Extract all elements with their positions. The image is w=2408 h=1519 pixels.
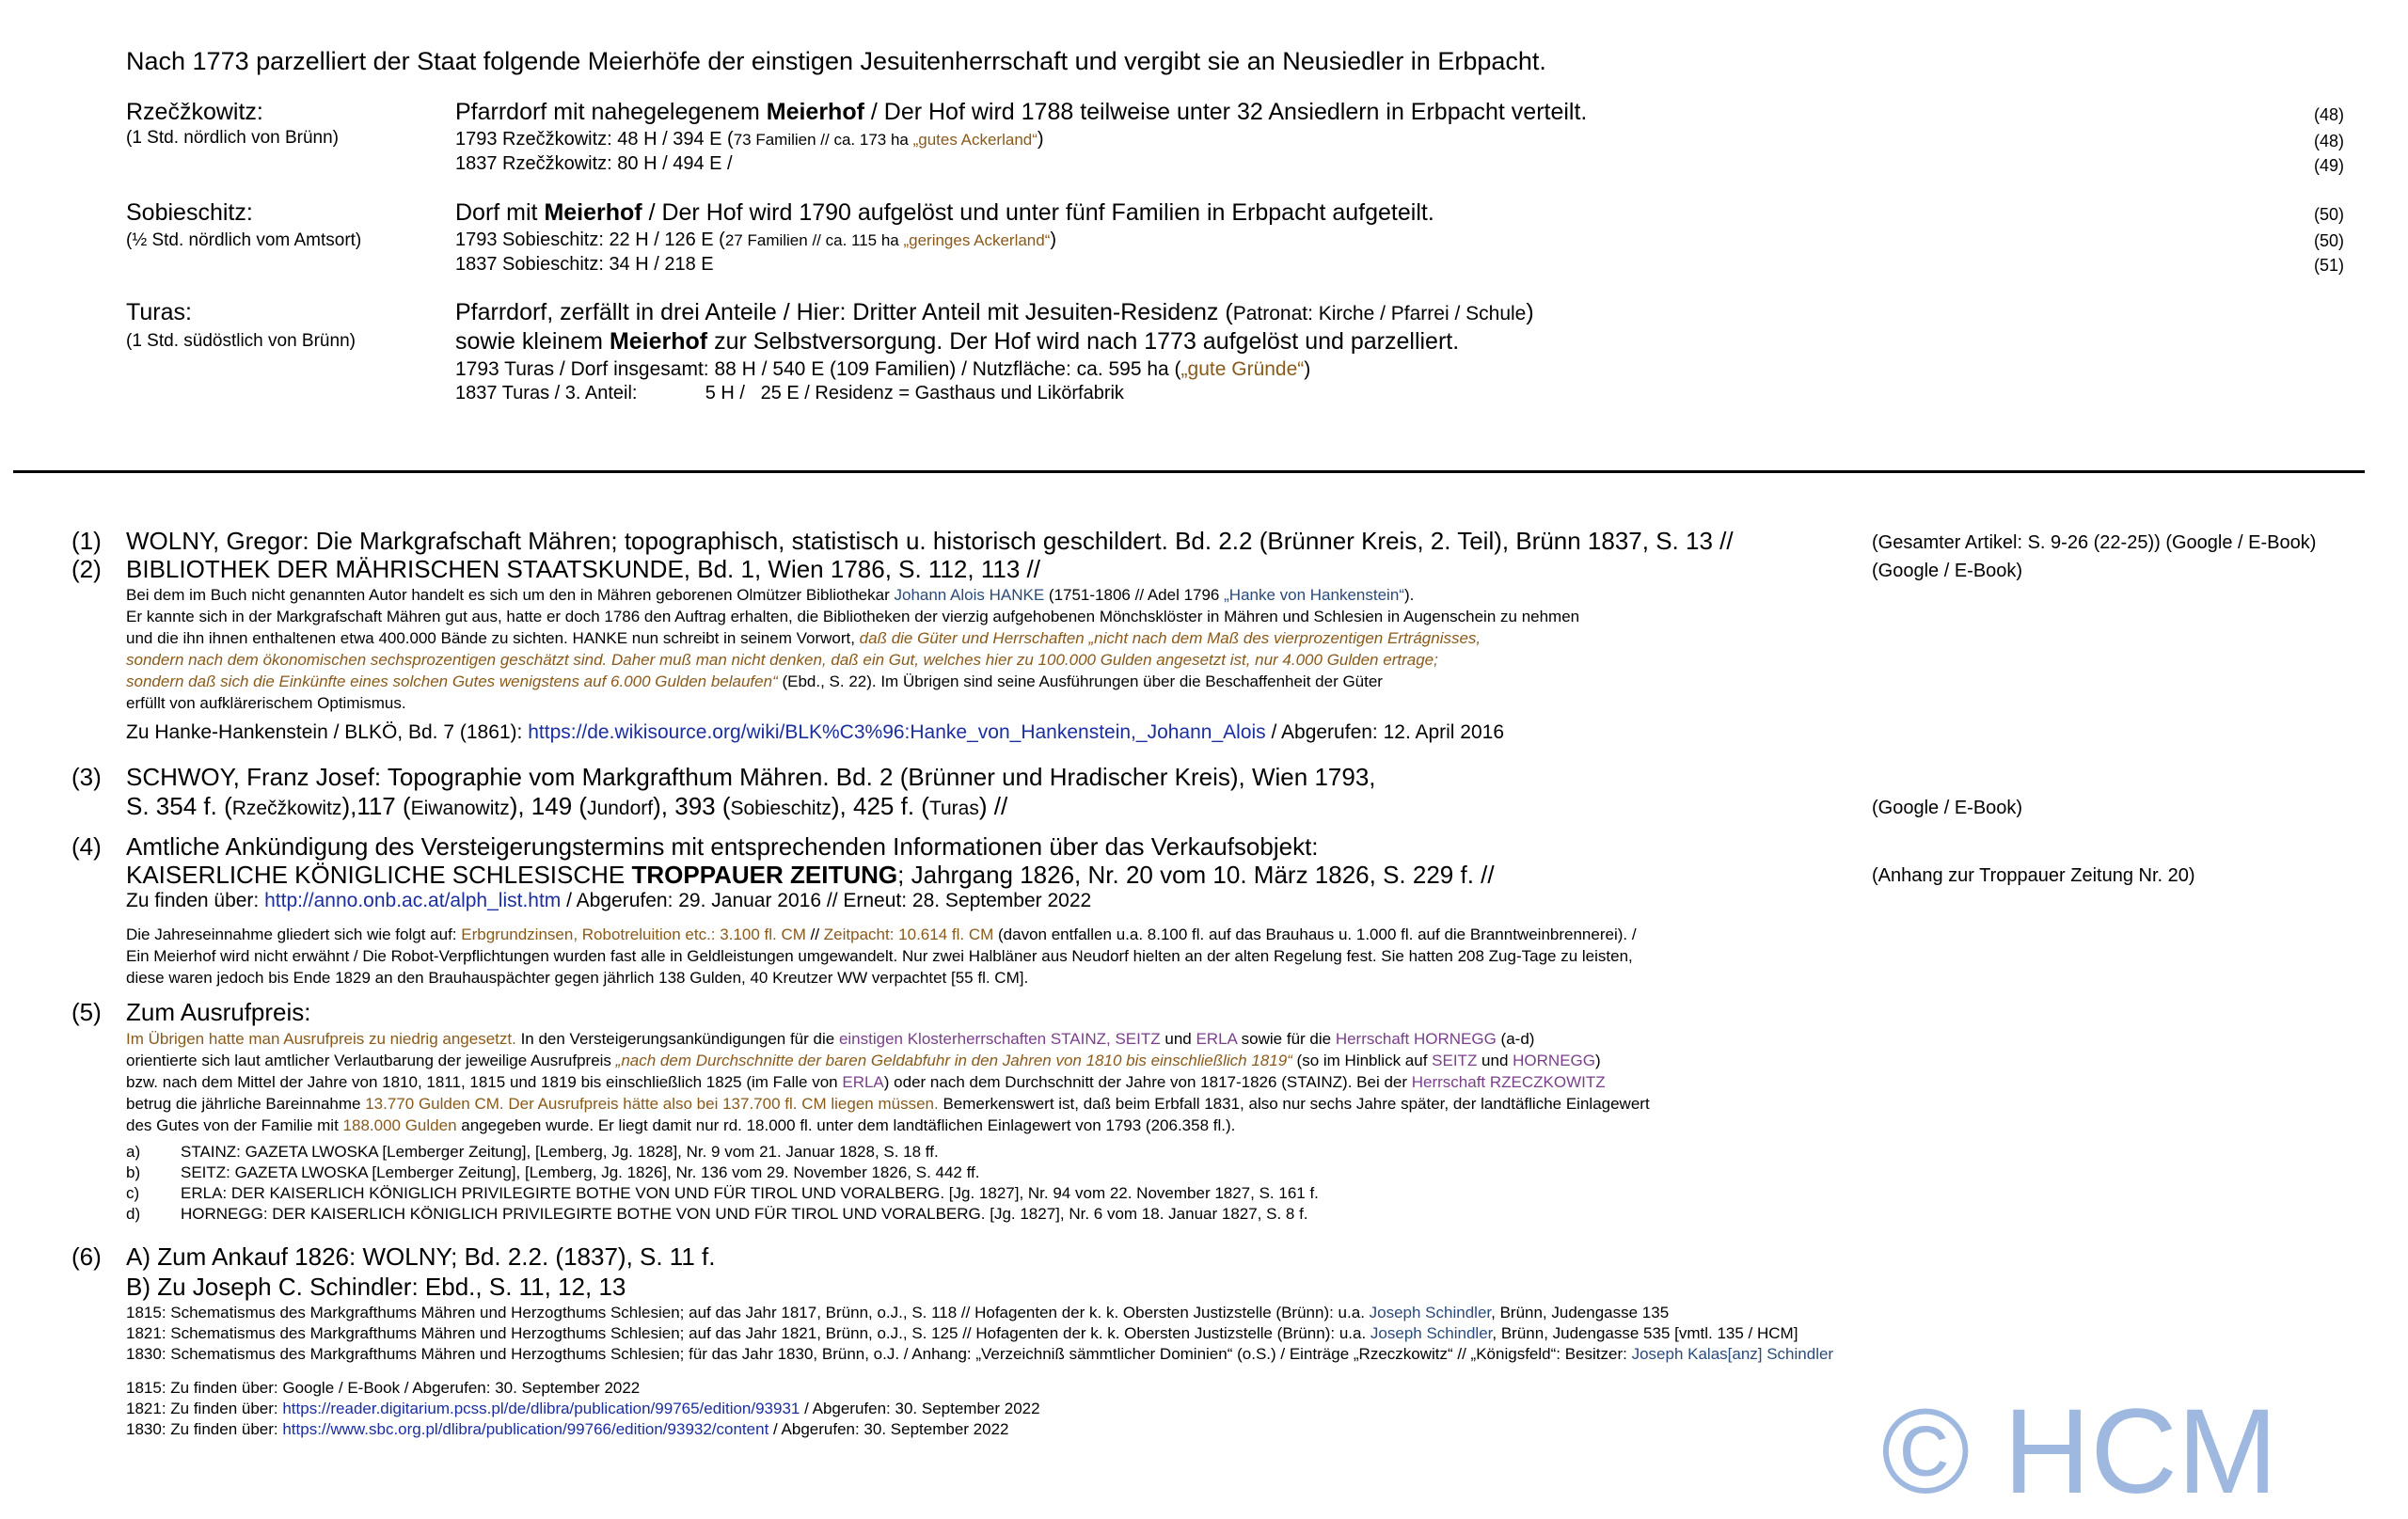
schematismus-line: 1830: Schematismus des Markgrafthums Mähren und Herzogthums Schlesien; für das Jahr 1830, Brünn, o.J. / Anhang: „Verzeichniß sämmtlicher Dominien“ (o.S.) / Einträge „Rzeczkowitz“ // „Königsfeld“: Besitzer: Joseph Kalas[anz] Schindler bbox=[126, 1345, 1834, 1363]
place-line: Dorf mit Meierhof / Der Hof wird 1790 aufgelöst und unter fünf Familien in Erbpacht aufgeteilt. bbox=[455, 199, 1434, 226]
place-line: 1837 Sobieschitz: 34 H / 218 E bbox=[455, 254, 714, 275]
place-distance: (½ Std. nördlich vom Amtsort) bbox=[126, 230, 362, 250]
list-item-key: a) bbox=[126, 1143, 141, 1161]
place-line: 1837 Turas / 3. Anteil: 5 H / 25 E / Residenz = Gasthaus und Likörfabrik bbox=[455, 383, 1124, 403]
footnote-text: WOLNY, Gregor: Die Markgrafschaft Mähren; topographisch, statistisch u. historisch geschildert. Bd. 2.2 (Brünner Kreis, 2. Teil), Brünn 1837, S. 13 // bbox=[126, 527, 1734, 555]
place-line: 1837 Rzečžkowitz: 80 H / 494 E / bbox=[455, 153, 733, 174]
reference-number: (48) bbox=[2313, 132, 2344, 150]
list-item-text: SEITZ: GAZETA LWOSKA [Lemberger Zeitung], [Lemberg, Jg. 1826], Nr. 136 vom 29. November 1826, S. 442 ff. bbox=[181, 1163, 980, 1181]
footnote-number: (1) bbox=[71, 527, 102, 555]
list-item-text: ERLA: DER KAISERLICH KÖNIGLICH PRIVILEGIRTE BOTHE VON UND FÜR TIROL UND VORALBERG. [Jg. 1827], Nr. 94 vom 22. November 1827, S. 161 f. bbox=[181, 1184, 1319, 1202]
reference-number: (50) bbox=[2313, 205, 2344, 224]
sbc-link[interactable]: https://www.sbc.org.pl/dlibra/publication/99766/edition/93932/content bbox=[282, 1420, 769, 1438]
footnote-text: KAISERLICHE KÖNIGLICHE SCHLESISCHE TROPPAUER ZEITUNG; Jahrgang 1826, Nr. 20 vom 10. März 1826, S. 229 f. // bbox=[126, 861, 1495, 889]
place-distance: (1 Std. nördlich von Brünn) bbox=[126, 128, 340, 148]
footnote-source: (Gesamter Artikel: S. 9-26 (22-25)) (Google / E-Book) bbox=[1872, 532, 2317, 553]
intro-text: Nach 1773 parzelliert der Staat folgende Meierhöfe der einstigen Jesuitenherrschaft und vergibt sie an Neusiedler in Erbpacht. bbox=[126, 47, 1546, 75]
footnote-text: A) Zum Ankauf 1826: WOLNY; Bd. 2.2. (1837), S. 11 f. bbox=[126, 1242, 716, 1271]
footnote-text: SCHWOY, Franz Josef: Topographie vom Markgrafthum Mähren. Bd. 2 (Brünner und Hradischer Kreis), Wien 1793, bbox=[126, 763, 1376, 791]
footnote-text: B) Zu Joseph C. Schindler: Ebd., S. 11, 12, 13 bbox=[126, 1273, 626, 1301]
footnote-text: BIBLIOTHEK DER MÄHRISCHEN STAATSKUNDE, Bd. 1, Wien 1786, S. 112, 113 // bbox=[126, 555, 1040, 583]
source-line: 1830: Zu finden über: https://www.sbc.org.pl/dlibra/publication/99766/edition/93932/content / Abgerufen: 30. September 2022 bbox=[126, 1420, 1009, 1438]
place-distance: (1 Std. südöstlich von Brünn) bbox=[126, 331, 356, 351]
place-name-rzeczkowitz: Rzečžkowitz: bbox=[126, 99, 263, 125]
footnote-number: (5) bbox=[71, 998, 102, 1026]
schematismus-line: 1821: Schematismus des Markgrafthums Mähren und Herzogthums Schlesien; auf das Jahr 1821, Brünn, o.J., S. 125 // Hofagenten der k. k. Obersten Justizstelle (Brünn): u.a. Joseph Schindler, Brünn, Judengasse 535 [vmtl. 135 / HCM] bbox=[126, 1324, 1798, 1342]
footnote-note: Die Jahreseinnahme gliedert sich wie folgt auf: Erbgrundzinsen, Robotreluition etc.: 3.100 fl. CM // Zeitpacht: 10.614 fl. CM (davon entfallen u.a. 8.100 fl. auf das Brauhaus u. 1.000 fl. auf die Branntweinbrennerei). / Ein Meierhof wird nicht erwähnt / Die Robot-Verpflichtungen wurden fast alle in Geldleistungen umgewandelt. Nur zwei Halbläner aus Neudorf hielten an der alten Regelung fest. Sie hatten 208 Zug-Tage zu leisten, diese waren jedoch bis Ende 1829 an den Brauhauspächter gegen jährlich 138 Gulden, 40 Kreutzer WW verpachtet [55 fl. CM]. bbox=[126, 926, 1637, 987]
list-item-key: c) bbox=[126, 1184, 140, 1202]
schematismus-line: 1815: Schematismus des Markgrafthums Mähren und Herzogthums Schlesien; auf das Jahr 1817, Brünn, o.J., S. 118 // Hofagenten der k. k. Obersten Justizstelle (Brünn): u.a. Joseph Schindler, Brünn, Judengasse 135 bbox=[126, 1304, 1670, 1321]
reference-number: (51) bbox=[2313, 256, 2344, 275]
place-name-sobieschitz: Sobieschitz: bbox=[126, 199, 253, 226]
footnote-text: Amtliche Ankündigung des Versteigerungstermins mit entsprechenden Informationen über das Verkaufsobjekt: bbox=[126, 832, 1319, 861]
footnote-number: (4) bbox=[71, 832, 102, 861]
footnote-source: (Anhang zur Troppauer Zeitung Nr. 20) bbox=[1872, 865, 2195, 886]
list-item-key: d) bbox=[126, 1205, 141, 1223]
reference-number: (49) bbox=[2313, 156, 2344, 175]
footnote-number: (2) bbox=[71, 555, 102, 583]
footnote-text: S. 354 f. (Rzečžkowitz),117 (Eiwanowitz), 149 (Jundorf), 393 (Sobieschitz), 425 f. (Turas) // bbox=[126, 792, 1008, 820]
reference-number: (50) bbox=[2313, 231, 2344, 250]
place-line: sowie kleinem Meierhof zur Selbstversorgung. Der Hof wird nach 1773 aufgelöst und parzelliert. bbox=[455, 328, 1460, 355]
place-line: 1793 Sobieschitz: 22 H / 126 E (27 Familien // ca. 115 ha „geringes Ackerland“) bbox=[455, 229, 1057, 250]
footnote-source: (Google / E-Book) bbox=[1872, 561, 2023, 581]
footnote-title: Zum Ausrufpreis: bbox=[126, 998, 311, 1026]
footnote-note: Bei dem im Buch nicht genannten Autor handelt es sich um den in Mähren geborenen Olmützer Bibliothekar Johann Alois HANKE (1751-1806 // Adel 1796 „Hanke von Hankenstein“). Er kannte sich in der Markgrafschaft Mähren gut aus, hatte er doch 1786 den Auftrag erhalten, die Bibliotheken der vierzig aufgehobenen Mönchsklöster in Mähren und Schlesien in Augenschein zu nehmen und die ihn ihnen enthaltenen etwa 400.000 Bände zu sichten. HANKE nun schreibt in seinem Vorwort, daß die Güter und Herrschaften „nicht nach dem Maß des vierprozentigen Ertrágnisses, sondern nach dem ökonomischen sechsprozentigen geschätzt sind. Daher muß man nicht denken, daß ein Gut, welches hier zu 100.000 Gulden angesetzt ist, nur 4.000 Gulden ertrage; sondern daß sich die Einkünfte eines solchen Gutes wenigstens auf 6.000 Gulden belaufen“ (Ebd., S. 22). Im Übrigen sind seine Ausführungen über die Beschaffenheit der Güter erfüllt von aufklärerischem Optimismus. bbox=[126, 586, 1580, 712]
footnote-link-line: Zu Hanke-Hankenstein / BLKÖ, Bd. 7 (1861): https://de.wikisource.org/wiki/BLK%C3%96:Hanke_von_Hankenstein,_Johann_Alois / Abgerufen: 12. April 2016 bbox=[126, 721, 1505, 743]
place-line: Pfarrdorf, zerfällt in drei Anteile / Hier: Dritter Anteil mit Jesuiten-Residenz (Patronat: Kirche / Pfarrei / Schule) bbox=[455, 299, 1534, 325]
footnote-source: (Google / E-Book) bbox=[1872, 798, 2023, 818]
list-item-key: b) bbox=[126, 1163, 141, 1181]
place-line: 1793 Rzečžkowitz: 48 H / 394 E (73 Familien // ca. 173 ha „gutes Ackerland“) bbox=[455, 129, 1044, 150]
list-item-text: HORNEGG: DER KAISERLICH KÖNIGLICH PRIVILEGIRTE BOTHE VON UND FÜR TIROL UND VORALBERG. [Jg. 1827], Nr. 6 vom 18. Januar 1827, S. 8 f. bbox=[181, 1205, 1308, 1223]
digitarium-link[interactable]: https://reader.digitarium.pcss.pl/de/dlibra/publication/99765/edition/93931 bbox=[282, 1400, 800, 1417]
footnote-number: (6) bbox=[71, 1242, 102, 1271]
place-name-turas: Turas: bbox=[126, 299, 192, 325]
footnote-link-line: Zu finden über: http://anno.onb.ac.at/alph_list.htm / Abgerufen: 29. Januar 2016 // Erneut: 28. September 2022 bbox=[126, 890, 1092, 911]
reference-number: (48) bbox=[2313, 105, 2344, 124]
footnote-number: (3) bbox=[71, 763, 102, 791]
source-line: 1815: Zu finden über: Google / E-Book / Abgerufen: 30. September 2022 bbox=[126, 1379, 641, 1397]
divider bbox=[13, 470, 2365, 473]
place-line: 1793 Turas / Dorf insgesamt: 88 H / 540 E (109 Familien) / Nutzfläche: ca. 595 ha („gute Gründe“) bbox=[455, 358, 1311, 380]
copyright-watermark: © HCM bbox=[1881, 1385, 2278, 1519]
place-line: Pfarrdorf mit nahegelegenem Meierhof / Der Hof wird 1788 teilweise unter 32 Ansiedlern in Erbpacht verteilt. bbox=[455, 99, 1588, 125]
wikisource-link[interactable]: https://de.wikisource.org/wiki/BLK%C3%96:Hanke_von_Hankenstein,_Johann_Alois bbox=[528, 721, 1266, 743]
anno-link[interactable]: http://anno.onb.ac.at/alph_list.htm bbox=[264, 890, 562, 911]
source-line: 1821: Zu finden über: https://reader.digitarium.pcss.pl/de/dlibra/publication/99765/edition/93931 / Abgerufen: 30. September 2022 bbox=[126, 1400, 1040, 1417]
footnote-note: Im Übrigen hatte man Ausrufpreis zu niedrig angesetzt. In den Versteigerungsankündigungen für die einstigen Klosterherrschaften STAINZ, SEITZ und ERLA sowie für die Herrschaft HORNEGG (a-d) orientierte sich laut amtlicher Verlautbarung der jeweilige Ausrufpreis „nach dem Durchschnitte der baren Geldabfuhr in den Jahren von 1810 bis einschließlich 1819“ (so im Hinblick auf SEITZ und HORNEGG) bzw. nach dem Mittel der Jahre von 1810, 1811, 1815 und 1819 bis einschließlich 1825 (im Falle von ERLA) oder nach dem Durchschnitt der Jahre von 1817-1826 (STAINZ). Bei der Herrschaft RZECZKOWITZ betrug die jährliche Bareinnahme 13.770 Gulden CM. Der Ausrufpreis hätte also bei 137.700 fl. CM liegen müssen. Bemerkenswert ist, daß beim Erbfall 1831, also nur sechs Jahre später, der landtäfliche Einlagewert des Gutes von der Familie mit 188.000 Gulden angegeben wurde. Er liegt damit nur rd. 18.000 fl. unter dem landtäflichen Einlagewert von 1793 (206.358 fl.). bbox=[126, 1030, 1650, 1134]
list-item-text: STAINZ: GAZETA LWOSKA [Lemberger Zeitung], [Lemberg, Jg. 1828], Nr. 9 vom 21. Januar 1828, S. 18 ff. bbox=[181, 1143, 939, 1161]
